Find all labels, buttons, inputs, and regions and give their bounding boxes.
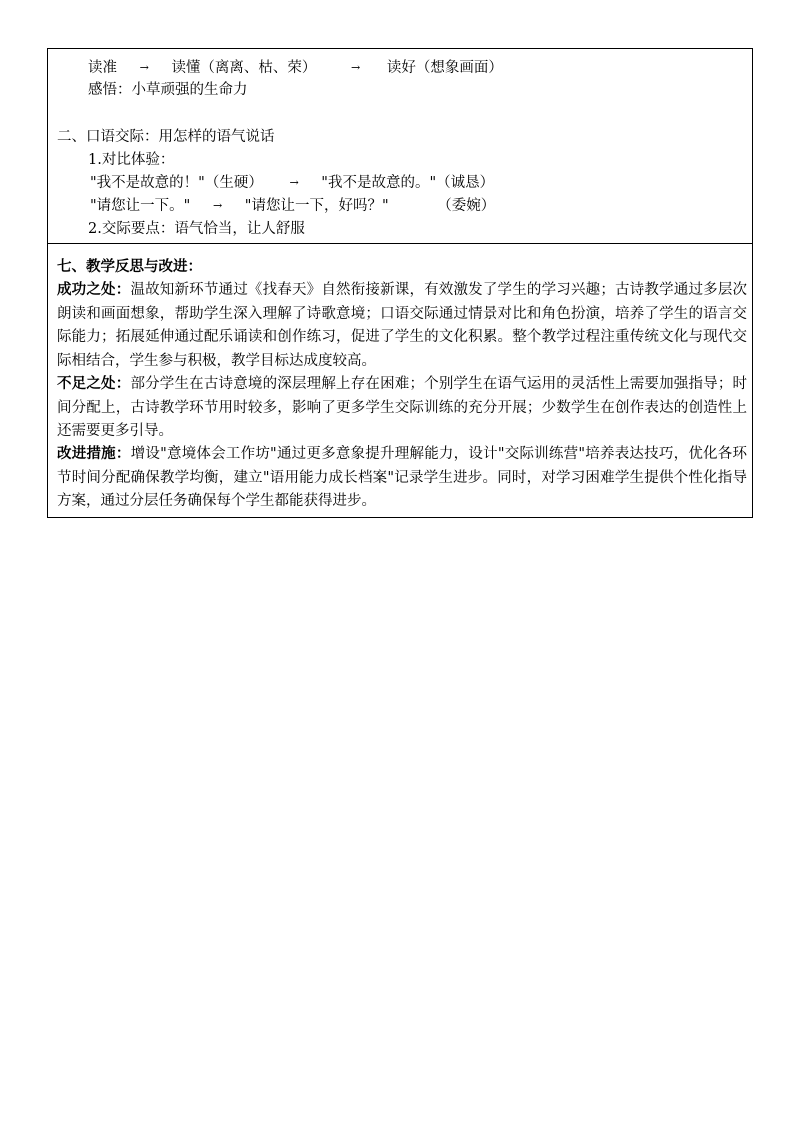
example-line-one: [90, 173, 494, 194]
step-read-well: 读好（想象画面）: [386, 60, 503, 76]
success-text: 温故知新环节通过《找春天》自然衔接新课，有效激发了学生的学习兴趣；古诗教学通过多层次朗读和画面想象，帮助学生深入理解了诗歌意境；口语交际通过情景对比和角色扮演，培养了学生的语言交际能力；拓展延伸通过配乐诵读和创作练习，促进了学生的文化积累。整个教学过程注重传统文化与现代交际相结合，学生参与积极，教学目标达成度较高。: [57, 282, 748, 369]
arrow-icon: →: [289, 176, 299, 189]
step-read-accurately: 读准: [88, 60, 117, 76]
improvement-label: 改进措施：: [57, 445, 131, 462]
success-paragraph: [57, 278, 747, 373]
arrow-icon: →: [351, 61, 361, 74]
example-line-two: [90, 196, 495, 217]
arrow-icon: →: [212, 199, 223, 212]
reflection-cell: [47, 243, 753, 518]
reading-steps-line: [88, 58, 503, 79]
improvement-text: 增设"意境体会工作坊"通过更多意象提升理解能力，设计"交际训练营"培养表达技巧，优化各环节时间分配确保教学均衡，建立"语用能力成长档案"记录学生进步。同时，对学习困难学生提供个性化指导方案，通过分层任务确保每个学生都能获得进步。: [57, 446, 748, 509]
reflection-title: 七、教学反思与改进：: [57, 258, 202, 275]
item-two: 2.交际要点：语气恰当，让人舒服: [88, 221, 305, 237]
improvement-paragraph: [57, 442, 747, 514]
weakness-paragraph: [57, 372, 747, 444]
example-blunt: "我不是故意的！"（生硬）: [90, 175, 263, 191]
example-tactful-tag: （委婉）: [437, 198, 496, 214]
section-two-title: 二、口语交际：用怎样的语气说话: [57, 129, 275, 145]
success-label: 成功之处：: [57, 281, 131, 298]
step-understand: 读懂（离离、枯、荣）: [171, 60, 317, 76]
item-one: 1.对比体验：: [88, 152, 175, 168]
arrow-icon: →: [139, 61, 149, 74]
example-sincere: "我不是故意的。"（诚恳）: [321, 175, 495, 191]
example-plain-request: "请您让一下。": [90, 198, 191, 214]
insight-line: 感悟：小草顽强的生命力: [88, 82, 248, 98]
weakness-text: 部分学生在古诗意境的深层理解上存在困难；个别学生在语气运用的灵活性上需要加强指导；时间分配上，古诗教学环节用时较多，影响了更多学生交际训练的充分开展；少数学生在创作表达的创造性上还需要更多引导。: [57, 376, 748, 439]
weakness-label: 不足之处：: [57, 375, 131, 392]
example-polite-request: "请您让一下，好吗？": [244, 198, 389, 214]
lesson-content-cell: [47, 48, 753, 244]
